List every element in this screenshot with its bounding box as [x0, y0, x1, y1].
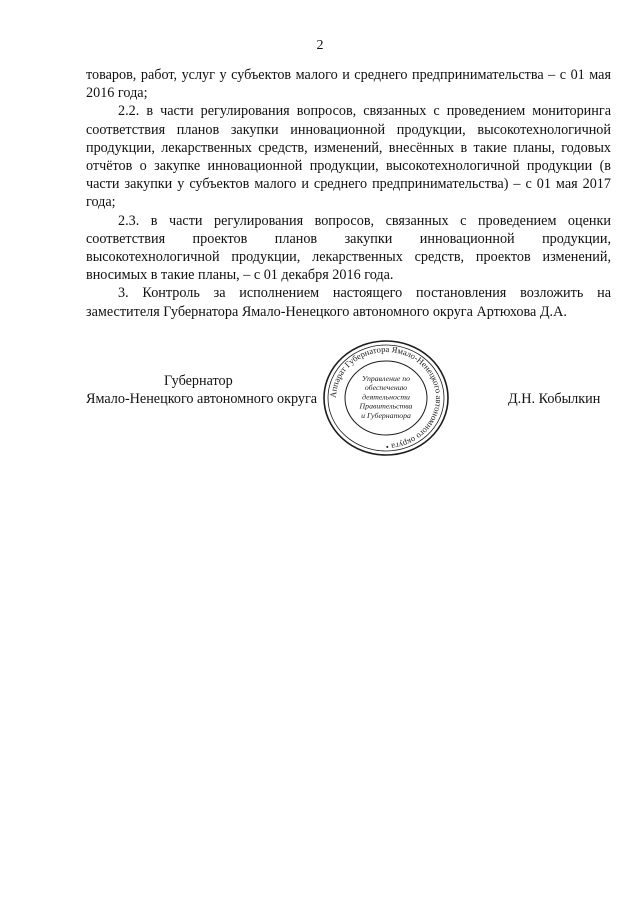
signatory-title-line-2: Ямало-Ненецкого автономного округа — [86, 391, 318, 408]
paragraph-3: 3. Контроль за исполнением настоящего постановления возложить на заместителя Губернатора Ямало-Ненецкого автономного округа Артюхова Д.А. — [86, 285, 611, 320]
official-seal-stamp — [320, 337, 452, 459]
paragraph-2-3: 2.3. в части регулирования вопросов, связанных с проведением оценки соответствия проектов планов закупки инновационной продукции, высокотехнологичной продукции, лекарственных средств, проектов изменений, вносимых в такие планы, – с 01 декабря 2016 года. — [86, 212, 611, 284]
signatory-name: Д.Н. Кобылкин — [508, 391, 601, 407]
seal-center-line: Правительства — [359, 401, 413, 411]
paragraph-2-2: 2.2. в части регулирования вопросов, связанных с проведением мониторинга соответствия планов закупки инновационной продукции, высокотехнологичной продукции, лекарственных средств, изменений, внесённых в такие планы, годовых отчётов о закупке инновационной продукции, высокотехнологичной продукции (в части закупки у субъектов малого и среднего предпринимательства) – с 01 мая 2017 года; — [86, 103, 611, 211]
paragraph-continuation: товаров, работ, услуг у субъектов малого и среднего предпринимательства – с 01 мая 2016 года; — [86, 67, 611, 102]
seal-center-line: обеспечению — [364, 383, 408, 393]
document-body — [86, 66, 611, 321]
seal-center-line: деятельности — [362, 392, 410, 402]
svg-text:Аппарат Губернатора Ямало-Нене: Аппарат Губернатора Ямало-Ненецкого автономного округа • — [327, 343, 445, 453]
signatory-title — [86, 372, 346, 408]
seal-center-line: и Губернатора — [361, 410, 411, 420]
signatory-title-line-1: Губернатор — [164, 373, 233, 389]
seal-center-line: Управление по — [361, 374, 411, 383]
page-number: 2 — [316, 38, 324, 53]
